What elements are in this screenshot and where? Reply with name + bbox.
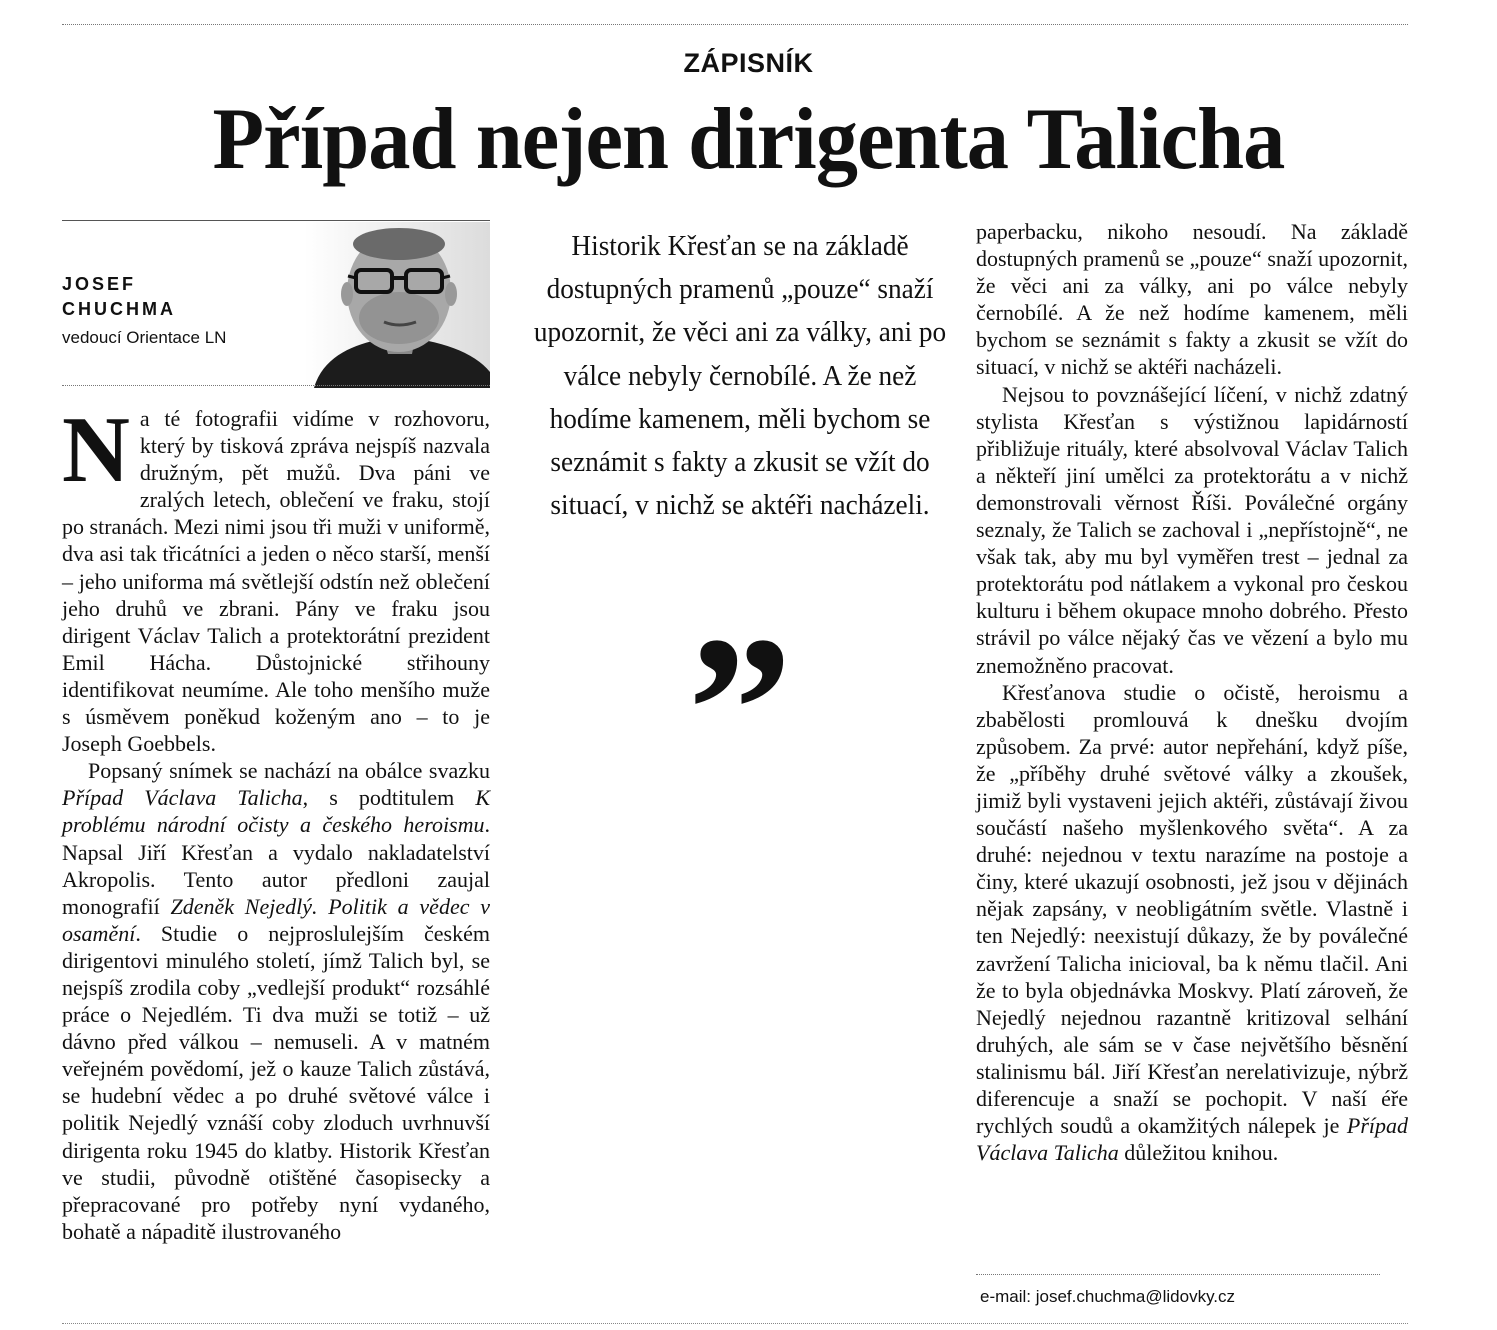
author-last-name: CHUCHMA — [62, 299, 176, 319]
author-byline — [62, 220, 490, 388]
email-rule — [976, 1274, 1380, 1275]
article-paragraph-2: Popsaný snímek se nachází na obálce svazku Případ Václava Talicha, s podtitulem K problému národní očisty a českého heroismu. Napsal Jiří Křesťan a vydalo nakladatelství Akropolis. Tento autor předloni zaujal monografií Zdeněk Nejedlý. Politik a vědec v osamění. Studie o nejproslulejším českém dirigentovi minulého století, jímž Talich byl, se nejspíš zrodila coby „vedlejší produkt“ rozsáhlé práce o Nejedlém. Ti dva muži se totiž – už dávno před válkou – nemuseli. A v matném veřejném povědomí, jež o kauze Talich zůstává, se hudební vědec a po druhé světové válce i politik Nejedlý vznáší coby zloduch uvrhnuvší dirigenta roku 1945 do klatby. Historik Křesťan ve studii, původně otištěné časopisecky a přepracované pro potřeby nyní vydaného, bohatě a nápaditě ilustrovaného — [62, 758, 490, 1244]
article-paragraph-2-continued: paperbacku, nikoho nesoudí. Na základě dostupných pramenů se „pouze“ snaží upozornit, že věci ani za války, ani po válce nebyly černobílé. A že než hodíme kamenem, měli bychom se seznámit s fakty a zkusit se vžít do situací, v nichž se aktéři nacházeli. — [976, 219, 1408, 380]
drop-cap: N — [62, 398, 130, 502]
paragraph-1-text: a té fotografii vidíme v rozhovoru, který by tisková zpráva nejspíš nazvala družným, pět mužů. Dva páni ve zralých letech, oblečení ve fraku, stojí po stranách. Mezi nimi jsou tři muži v uniformě, dva asi tak třicátníci a jeden o něco starší, menší – jeho uniforma má světlejší odstín než oblečení jeho druhů ve zbrani. Pány ve fraku jsou dirigent Václav Talich a protektorátní prezident Emil Hácha. Důstojnické střihouny identifikovat neumíme. Ale toho menšího muže s úsměvem poněkud koženým ano – to je Joseph Goebbels. — [62, 406, 490, 757]
article-paragraph-4: Křesťanova studie o očistě, heroismu a zbabělosti promlouvá k dnešku dvojím způsobem. Za prvé: autor nepřehání, když píše, že „příběhy druhé světové války a zkoušek, jimiž byli vystaveni jejich aktéři, zůstávají živou součástí našeho myšlenkového světa“. A za druhé: nejednou v textu narazíme na postoje a činy, které ukazují osobnosti, jež jsou v dějinách nějak zapsány, v neobligátním světle. Vlastně i ten Nejedlý: neexistují důkazy, že by poválečné zavržení Talicha inicioval, ba k němu tlačil. Ani že to byla objednávka Moskvy. Platí zároveň, že Nejedlý nejednou razantně kritizoval selhání druhých, ale sám se v čase největšího běsnění stalinismu bál. Jiří Křesťan nerelativizuje, nýbrž diferencuje a snaží se pochopit. V naší éře rychlých soudů a okamžitých nálepek je Případ Václava Talicha důležitou knihou. — [976, 679, 1408, 1166]
top-rule — [62, 24, 1408, 25]
article-column-right — [976, 218, 1408, 1166]
article-column-left — [62, 398, 490, 1245]
quote-mark-icon: ” — [687, 594, 793, 826]
monograph-title: Zdeněk Nejedlý. Politik a vědec v osamění — [62, 893, 490, 946]
article-paragraph-1 — [62, 398, 490, 757]
author-email: e-mail: josef.chuchma@lidovky.cz — [980, 1287, 1236, 1306]
author-first-name: JOSEF — [62, 274, 137, 294]
pull-quote: Historik Křesťan se na základě dostupných pramenů „pouze“ snaží upozornit, že věci ani za války, ani po válce nebyly černobílé. A že než hodíme kamenem, měli bychom se seznámit s fakty a zkusit se vžít do situací, v nichž se aktéři nacházeli. — [533, 230, 947, 522]
author-role: vedoucí Orientace LN — [62, 328, 227, 347]
author-portrait — [304, 222, 490, 388]
author-name — [62, 272, 176, 322]
book-title-closing: Případ Václava Talicha — [976, 1113, 1408, 1166]
book-title: Případ Václava Talicha — [62, 785, 303, 811]
book-subtitle: K problému národní očisty a českého heroismu — [62, 785, 490, 838]
headline: Případ nejen dirigenta Talicha — [212, 91, 1285, 188]
section-label: ZÁPISNÍK — [683, 48, 814, 78]
author-bottom-rule — [62, 385, 490, 386]
bottom-rule — [62, 1323, 1408, 1324]
article-paragraph-3: Nejsou to povznášející líčení, v nichž zdatný stylista Křesťan s výstižnou lapidárností přibližuje rituály, které absolvoval Václav Talich a někteří jiní umělci za protektorátu a v nichž demonstrovali věrnost Říši. Poválečné orgány seznaly, že Talich se zachoval i „nepřístojně“, ne však tak, aby mu byl vyměřen trest – jednal za protektorátu pod nátlakem a vykonal pro českou kulturu i během okupace mnoho dobrého. Přesto strávil po válce nějaký čas ve vězení a bylo mu znemožněno pracovat. — [976, 381, 1408, 678]
